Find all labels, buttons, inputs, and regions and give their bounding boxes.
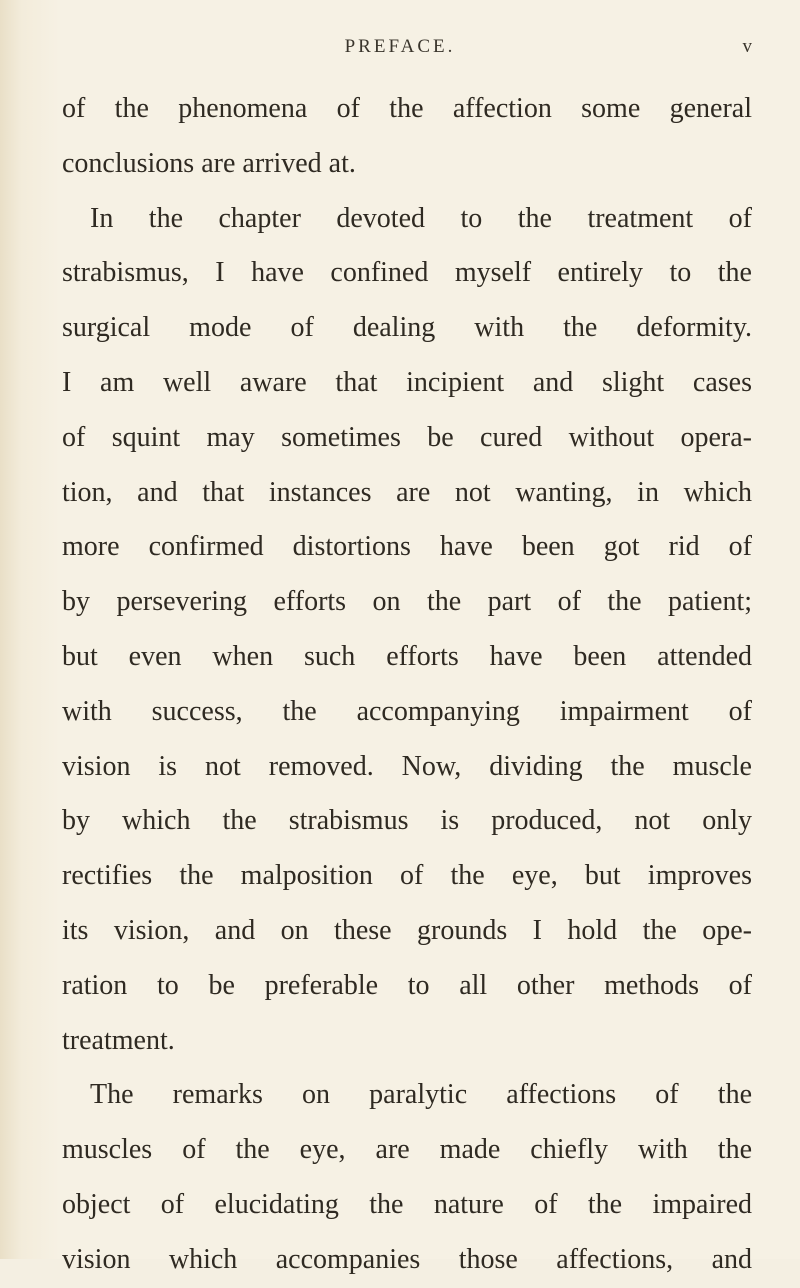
text-line: of squint may sometimes be cured without opera- [62,421,752,453]
text-line: strabismus, I have confined myself entirely to the [62,257,752,289]
running-title: PREFACE. [344,36,456,57]
text-line: The remarks on paralytic affections of the [90,1079,752,1111]
text-line: of the phenomena of the affection some general [62,93,752,124]
text-line: but even when such efforts have been attended [62,640,752,672]
text-line: muscles of the eye, are made chiefly with the [62,1134,752,1166]
text-line: In the chapter devoted to the treatment of [90,202,752,234]
text-line: object of elucidating the nature of the impaired [62,1188,752,1220]
text-line: ration to be preferable to all other methods of [62,969,752,1001]
running-head [0,36,800,60]
text-line: with success, the accompanying impairment of [62,695,752,727]
text-line: its vision, and on these grounds I hold the ope- [62,914,752,946]
text-line: I am well aware that incipient and slight cases [62,366,752,398]
text-line: vision which accompanies those affections, and [62,1243,752,1275]
text-line: vision is not removed. Now, dividing the muscle [62,750,752,782]
text-line: by persevering efforts on the part of the patient; [62,586,752,618]
text-line: treatment. [62,1024,175,1056]
text-line: tion, and that instances are not wanting, in which [62,476,752,508]
text-line: surgical mode of dealing with the deformity. [62,312,752,344]
page-number: v [742,36,752,57]
text-line: conclusions are arrived at. [62,147,356,179]
text-line: by which the strabismus is produced, not only [62,805,752,837]
body-text [62,82,752,1288]
text-line: more confirmed distortions have been got rid of [62,531,752,563]
text-line: rectifies the malposition of the eye, but improves [62,860,752,892]
